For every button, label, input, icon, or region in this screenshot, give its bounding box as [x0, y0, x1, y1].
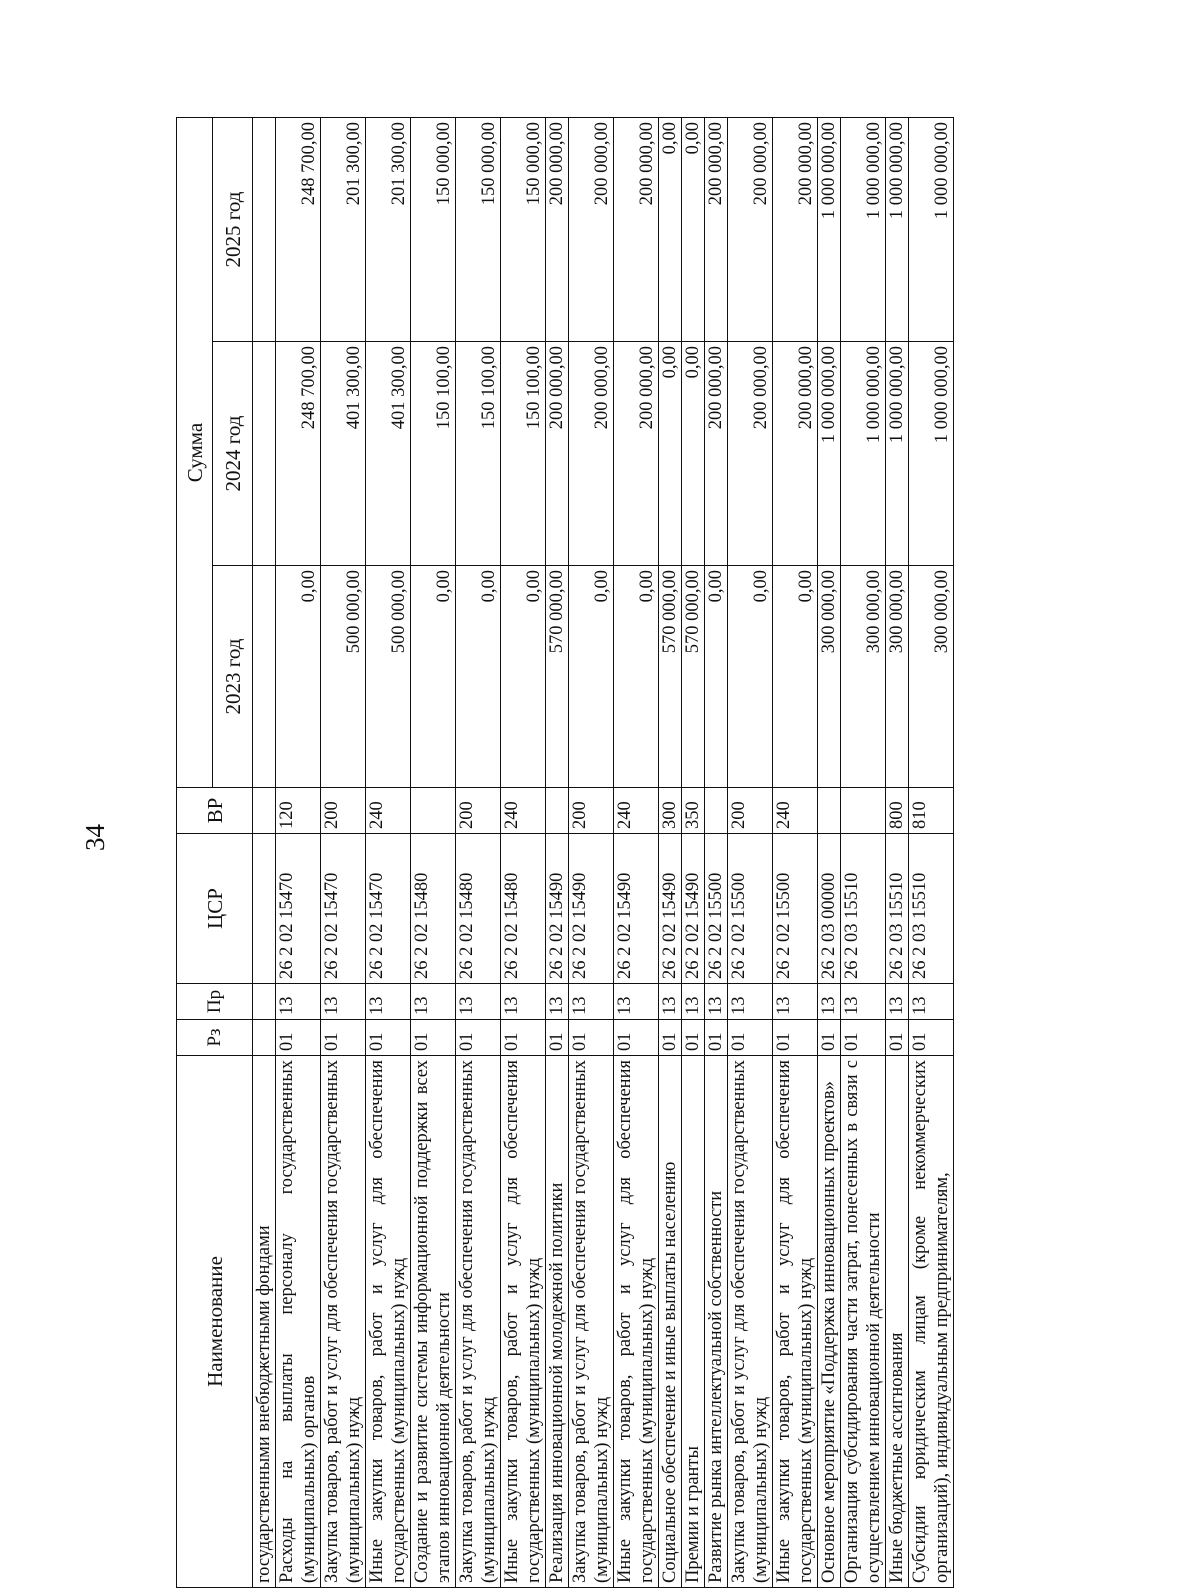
- row-rz: 01: [909, 1020, 954, 1056]
- row-2023: 0,00: [411, 566, 456, 788]
- row-name: Субсидии юридическим лицам (кроме некоммерческих организаций), индивидуальным предпринимателям,: [909, 1056, 954, 1588]
- row-name: Премии и гранты: [682, 1056, 705, 1588]
- row-pr: 13: [411, 984, 456, 1020]
- table-row: [366, 117, 411, 1587]
- row-2024: 200 000,00: [773, 342, 818, 566]
- row-name: Создание и развитие системы информационной поддержки всех этапов инновационной деятельности: [411, 1056, 456, 1588]
- table-row: [456, 117, 501, 1587]
- row-name: Закупка товаров, работ и услуг для обеспечения государственных (муниципальных) нужд: [569, 1056, 614, 1588]
- row-2025: 1 000 000,00: [909, 117, 954, 341]
- row-2023: 0,00: [614, 566, 659, 788]
- row-name: государственными внебюджетными фондами: [253, 1056, 276, 1588]
- row-2025: 200 000,00: [614, 117, 659, 341]
- row-pr: [253, 984, 276, 1020]
- row-2024: 0,00: [682, 342, 705, 566]
- row-csr: 26 2 02 15500: [773, 834, 818, 984]
- row-csr: 26 2 03 15510: [909, 834, 954, 984]
- table-row: [276, 117, 321, 1587]
- row-2023: 0,00: [773, 566, 818, 788]
- row-vr: [705, 788, 728, 834]
- table-row: [773, 117, 818, 1587]
- row-2024: 401 300,00: [321, 342, 366, 566]
- row-csr: 26 2 02 15480: [411, 834, 456, 984]
- row-csr: 26 2 02 15490: [659, 834, 682, 984]
- row-name: Иные закупки товаров, работ и услуг для обеспечения государственных (муниципальных) нужд: [614, 1056, 659, 1588]
- row-pr: 13: [569, 984, 614, 1020]
- row-2025: 1 000 000,00: [818, 117, 841, 341]
- row-2023: 500 000,00: [366, 566, 411, 788]
- row-2023: 300 000,00: [818, 566, 841, 788]
- row-2025: 201 300,00: [321, 117, 366, 341]
- row-rz: 01: [501, 1020, 546, 1056]
- budget-table: [176, 117, 954, 1588]
- row-2025: 200 000,00: [569, 117, 614, 341]
- row-2023: 500 000,00: [321, 566, 366, 788]
- row-name: Закупка товаров, работ и услуг для обеспечения государственных (муниципальных) нужд: [456, 1056, 501, 1588]
- row-2024: 1 000 000,00: [886, 342, 909, 566]
- row-name: Иные закупки товаров, работ и услуг для обеспечения государственных (муниципальных) нужд: [366, 1056, 411, 1588]
- row-2024: 1 000 000,00: [818, 342, 841, 566]
- row-name: Расходы на выплаты персоналу государственных (муниципальных) органов: [276, 1056, 321, 1588]
- row-rz: 01: [773, 1020, 818, 1056]
- row-2023: 300 000,00: [886, 566, 909, 788]
- row-rz: 01: [682, 1020, 705, 1056]
- row-pr: 13: [276, 984, 321, 1020]
- row-rz: 01: [659, 1020, 682, 1056]
- row-2025: 200 000,00: [773, 117, 818, 341]
- row-2023: 570 000,00: [682, 566, 705, 788]
- row-vr: [818, 788, 841, 834]
- row-csr: 26 2 02 15480: [456, 834, 501, 984]
- row-csr: 26 2 02 15470: [276, 834, 321, 984]
- row-pr: 13: [886, 984, 909, 1020]
- row-2024: 0,00: [659, 342, 682, 566]
- rotated-table-container: [176, 118, 1113, 1588]
- header-summa: Сумма: [177, 117, 213, 787]
- header-pr: Пр: [177, 984, 253, 1020]
- table-row: [909, 117, 954, 1587]
- table-row: [659, 117, 682, 1587]
- row-rz: 01: [546, 1020, 569, 1056]
- row-rz: 01: [705, 1020, 728, 1056]
- row-rz: 01: [411, 1020, 456, 1056]
- row-2025: 201 300,00: [366, 117, 411, 341]
- row-pr: 13: [773, 984, 818, 1020]
- page-number: 34: [80, 824, 110, 851]
- row-csr: 26 2 02 15500: [728, 834, 773, 984]
- row-2024: 150 100,00: [411, 342, 456, 566]
- row-rz: 01: [456, 1020, 501, 1056]
- row-2025: [253, 117, 276, 341]
- row-2025: 1 000 000,00: [886, 117, 909, 341]
- row-pr: 13: [321, 984, 366, 1020]
- row-2025: 1 000 000,00: [841, 117, 886, 341]
- row-vr: 200: [569, 788, 614, 834]
- row-2023: 300 000,00: [841, 566, 886, 788]
- row-vr: 800: [886, 788, 909, 834]
- row-vr: 300: [659, 788, 682, 834]
- row-pr: 13: [705, 984, 728, 1020]
- row-pr: 13: [501, 984, 546, 1020]
- table-row: [705, 117, 728, 1587]
- row-name: Социальное обеспечение и иные выплаты населению: [659, 1056, 682, 1588]
- row-2025: 150 000,00: [456, 117, 501, 341]
- row-2025: 200 000,00: [546, 117, 569, 341]
- row-2024: 1 000 000,00: [841, 342, 886, 566]
- row-2025: 150 000,00: [501, 117, 546, 341]
- row-2025: 0,00: [659, 117, 682, 341]
- row-vr: 240: [366, 788, 411, 834]
- table-row: [841, 117, 886, 1587]
- header-2025: 2025 год: [213, 117, 253, 341]
- table-row: [728, 117, 773, 1587]
- row-vr: [253, 788, 276, 834]
- row-2024: 248 700,00: [276, 342, 321, 566]
- row-vr: [546, 788, 569, 834]
- row-csr: 26 2 02 15490: [569, 834, 614, 984]
- row-name: Развитие рынка интеллектуальной собственности: [705, 1056, 728, 1588]
- row-2025: 200 000,00: [728, 117, 773, 341]
- row-2024: [253, 342, 276, 566]
- row-vr: 120: [276, 788, 321, 834]
- row-2024: 150 100,00: [501, 342, 546, 566]
- row-vr: 240: [501, 788, 546, 834]
- row-vr: 200: [456, 788, 501, 834]
- row-name: Закупка товаров, работ и услуг для обеспечения государственных (муниципальных) нужд: [728, 1056, 773, 1588]
- row-rz: 01: [276, 1020, 321, 1056]
- table-row: [886, 117, 909, 1587]
- row-2025: 248 700,00: [276, 117, 321, 341]
- table-row: [546, 117, 569, 1587]
- table-row: [818, 117, 841, 1587]
- row-pr: 13: [366, 984, 411, 1020]
- header-name: Наименование: [177, 1056, 253, 1588]
- row-csr: 26 2 02 15470: [321, 834, 366, 984]
- row-2024: 150 100,00: [456, 342, 501, 566]
- row-pr: 13: [682, 984, 705, 1020]
- row-2023: 0,00: [728, 566, 773, 788]
- row-2023: [253, 566, 276, 788]
- row-pr: 13: [728, 984, 773, 1020]
- row-csr: 26 2 02 15490: [614, 834, 659, 984]
- row-rz: 01: [841, 1020, 886, 1056]
- header-rz: Рз: [177, 1020, 253, 1056]
- header-row-top: [177, 117, 213, 1587]
- row-2024: 200 000,00: [705, 342, 728, 566]
- row-2025: 200 000,00: [705, 117, 728, 341]
- row-pr: 13: [818, 984, 841, 1020]
- row-name: Иные бюджетные ассигнования: [886, 1056, 909, 1588]
- table-row: [569, 117, 614, 1587]
- row-pr: 13: [456, 984, 501, 1020]
- table-row: [321, 117, 366, 1587]
- row-csr: 26 2 02 15490: [546, 834, 569, 984]
- row-rz: [253, 1020, 276, 1056]
- header-csr: ЦСР: [177, 834, 253, 984]
- row-2024: 1 000 000,00: [909, 342, 954, 566]
- row-name: Иные закупки товаров, работ и услуг для обеспечения государственных (муниципальных) нужд: [501, 1056, 546, 1588]
- row-vr: [411, 788, 456, 834]
- row-csr: 26 2 03 15510: [841, 834, 886, 984]
- row-2023: 0,00: [501, 566, 546, 788]
- row-vr: 810: [909, 788, 954, 834]
- header-vr: ВР: [177, 788, 253, 834]
- row-2025: 150 000,00: [411, 117, 456, 341]
- row-2023: 0,00: [569, 566, 614, 788]
- row-rz: 01: [321, 1020, 366, 1056]
- table-row: [253, 117, 276, 1587]
- row-csr: [253, 834, 276, 984]
- row-vr: 240: [773, 788, 818, 834]
- row-pr: 13: [909, 984, 954, 1020]
- row-2024: 200 000,00: [728, 342, 773, 566]
- row-name: Иные закупки товаров, работ и услуг для обеспечения государственных (муниципальных) нужд: [773, 1056, 818, 1588]
- row-vr: 240: [614, 788, 659, 834]
- row-rz: 01: [366, 1020, 411, 1056]
- row-vr: 200: [728, 788, 773, 834]
- row-2023: 570 000,00: [659, 566, 682, 788]
- row-rz: 01: [886, 1020, 909, 1056]
- row-rz: 01: [569, 1020, 614, 1056]
- row-csr: 26 2 02 15500: [705, 834, 728, 984]
- row-pr: 13: [546, 984, 569, 1020]
- row-csr: 26 2 02 15470: [366, 834, 411, 984]
- row-pr: 13: [614, 984, 659, 1020]
- table-row: [411, 117, 456, 1587]
- row-rz: 01: [614, 1020, 659, 1056]
- row-pr: 13: [841, 984, 886, 1020]
- header-2024: 2024 год: [213, 342, 253, 566]
- header-2023: 2023 год: [213, 566, 253, 788]
- table-row: [501, 117, 546, 1587]
- row-csr: 26 2 03 15510: [886, 834, 909, 984]
- row-2024: 200 000,00: [569, 342, 614, 566]
- row-pr: 13: [659, 984, 682, 1020]
- row-vr: [841, 788, 886, 834]
- row-vr: 350: [682, 788, 705, 834]
- row-rz: 01: [728, 1020, 773, 1056]
- row-csr: 26 2 02 15480: [501, 834, 546, 984]
- row-2024: 200 000,00: [546, 342, 569, 566]
- row-vr: 200: [321, 788, 366, 834]
- row-name: Закупка товаров, работ и услуг для обеспечения государственных (муниципальных) нужд: [321, 1056, 366, 1588]
- row-2023: 0,00: [276, 566, 321, 788]
- row-name: Организация субсидирования части затрат, понесенных в связи с осуществлением инновационной деятельности: [841, 1056, 886, 1588]
- row-2023: 0,00: [705, 566, 728, 788]
- row-csr: 26 2 02 15490: [682, 834, 705, 984]
- row-2025: 0,00: [682, 117, 705, 341]
- row-name: Реализация инновационной молодежной политики: [546, 1056, 569, 1588]
- row-2023: 0,00: [456, 566, 501, 788]
- table-row: [614, 117, 659, 1587]
- row-2023: 300 000,00: [909, 566, 954, 788]
- row-rz: 01: [818, 1020, 841, 1056]
- row-csr: 26 2 03 00000: [818, 834, 841, 984]
- row-2024: 200 000,00: [614, 342, 659, 566]
- row-2024: 401 300,00: [366, 342, 411, 566]
- row-2023: 570 000,00: [546, 566, 569, 788]
- table-row: [682, 117, 705, 1587]
- row-name: Основное мероприятие «Поддержка инновационных проектов»: [818, 1056, 841, 1588]
